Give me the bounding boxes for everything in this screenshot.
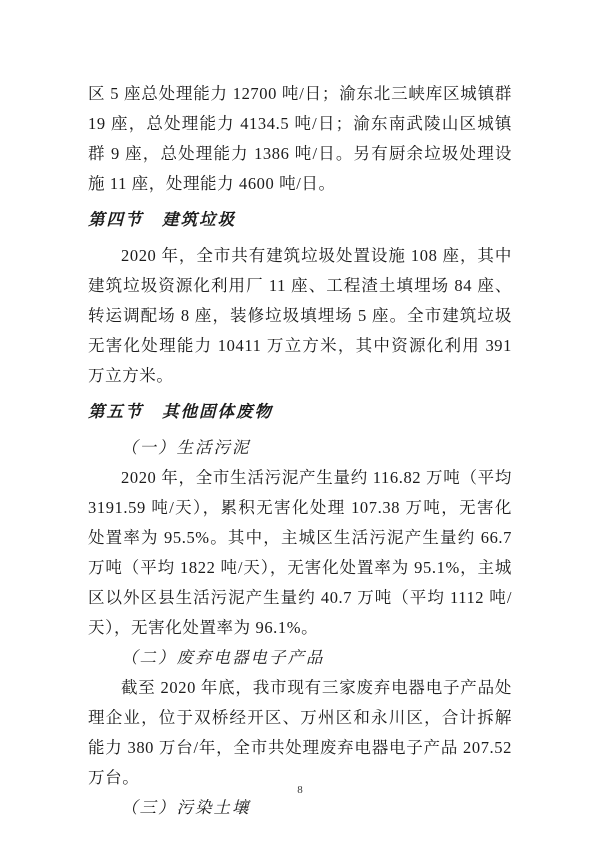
body-paragraph: 2020 年，全市生活污泥产生量约 116.82 万吨（平均 3191.59 吨/天），累积无害化处理 107.38 万吨，无害化处置率为 95.5%。其中，主城区生活污泥产生量约 66.7 万吨（平均 1822 吨/天），无害化处置率为 95.1%，主城区以外区县生活污泥产生量约 40.7 万吨（平均 1112 吨/天），无害化处置率为 96.1%。 xyxy=(88,468,512,637)
page-body xyxy=(88,79,512,823)
sub-heading-2-e-waste: （二）废弃电器电子产品 xyxy=(121,648,325,667)
section-heading-4: 第四节 建筑垃圾 xyxy=(88,210,236,229)
sub-heading-3-contaminated-soil: （三）污染土壤 xyxy=(121,798,251,817)
body-paragraph: 截至 2020 年底，我市现有三家废弃电器电子产品处理企业，位于双桥经开区、万州区和永川区，合计拆解能力 380 万台/年，全市共处理废弃电器电子产品 207.52 万台。 xyxy=(88,678,512,787)
section-heading-5: 第五节 其他固体废物 xyxy=(88,402,273,421)
body-paragraph-continued: 区 5 座总处理能力 12700 吨/日；渝东北三峡库区城镇群 19 座，总处理能力 4134.5 吨/日；渝东南武陵山区城镇群 9 座，总处理能力 1386 吨/日。另有厨余垃圾处理设施 11 座，处理能力 4600 吨/日。 xyxy=(88,84,512,193)
page-number: 8 xyxy=(297,784,303,796)
sub-heading-1-sludge: （一）生活污泥 xyxy=(121,438,251,457)
body-paragraph: 2020 年，全市共有建筑垃圾处置设施 108 座，其中建筑垃圾资源化利用厂 11 座、工程渣土填埋场 84 座、转运调配场 8 座，装修垃圾填埋场 5 座。全市建筑垃圾无害化处理能力 10411 万立方米，其中资源化利用 391 万立方米。 xyxy=(88,246,512,385)
